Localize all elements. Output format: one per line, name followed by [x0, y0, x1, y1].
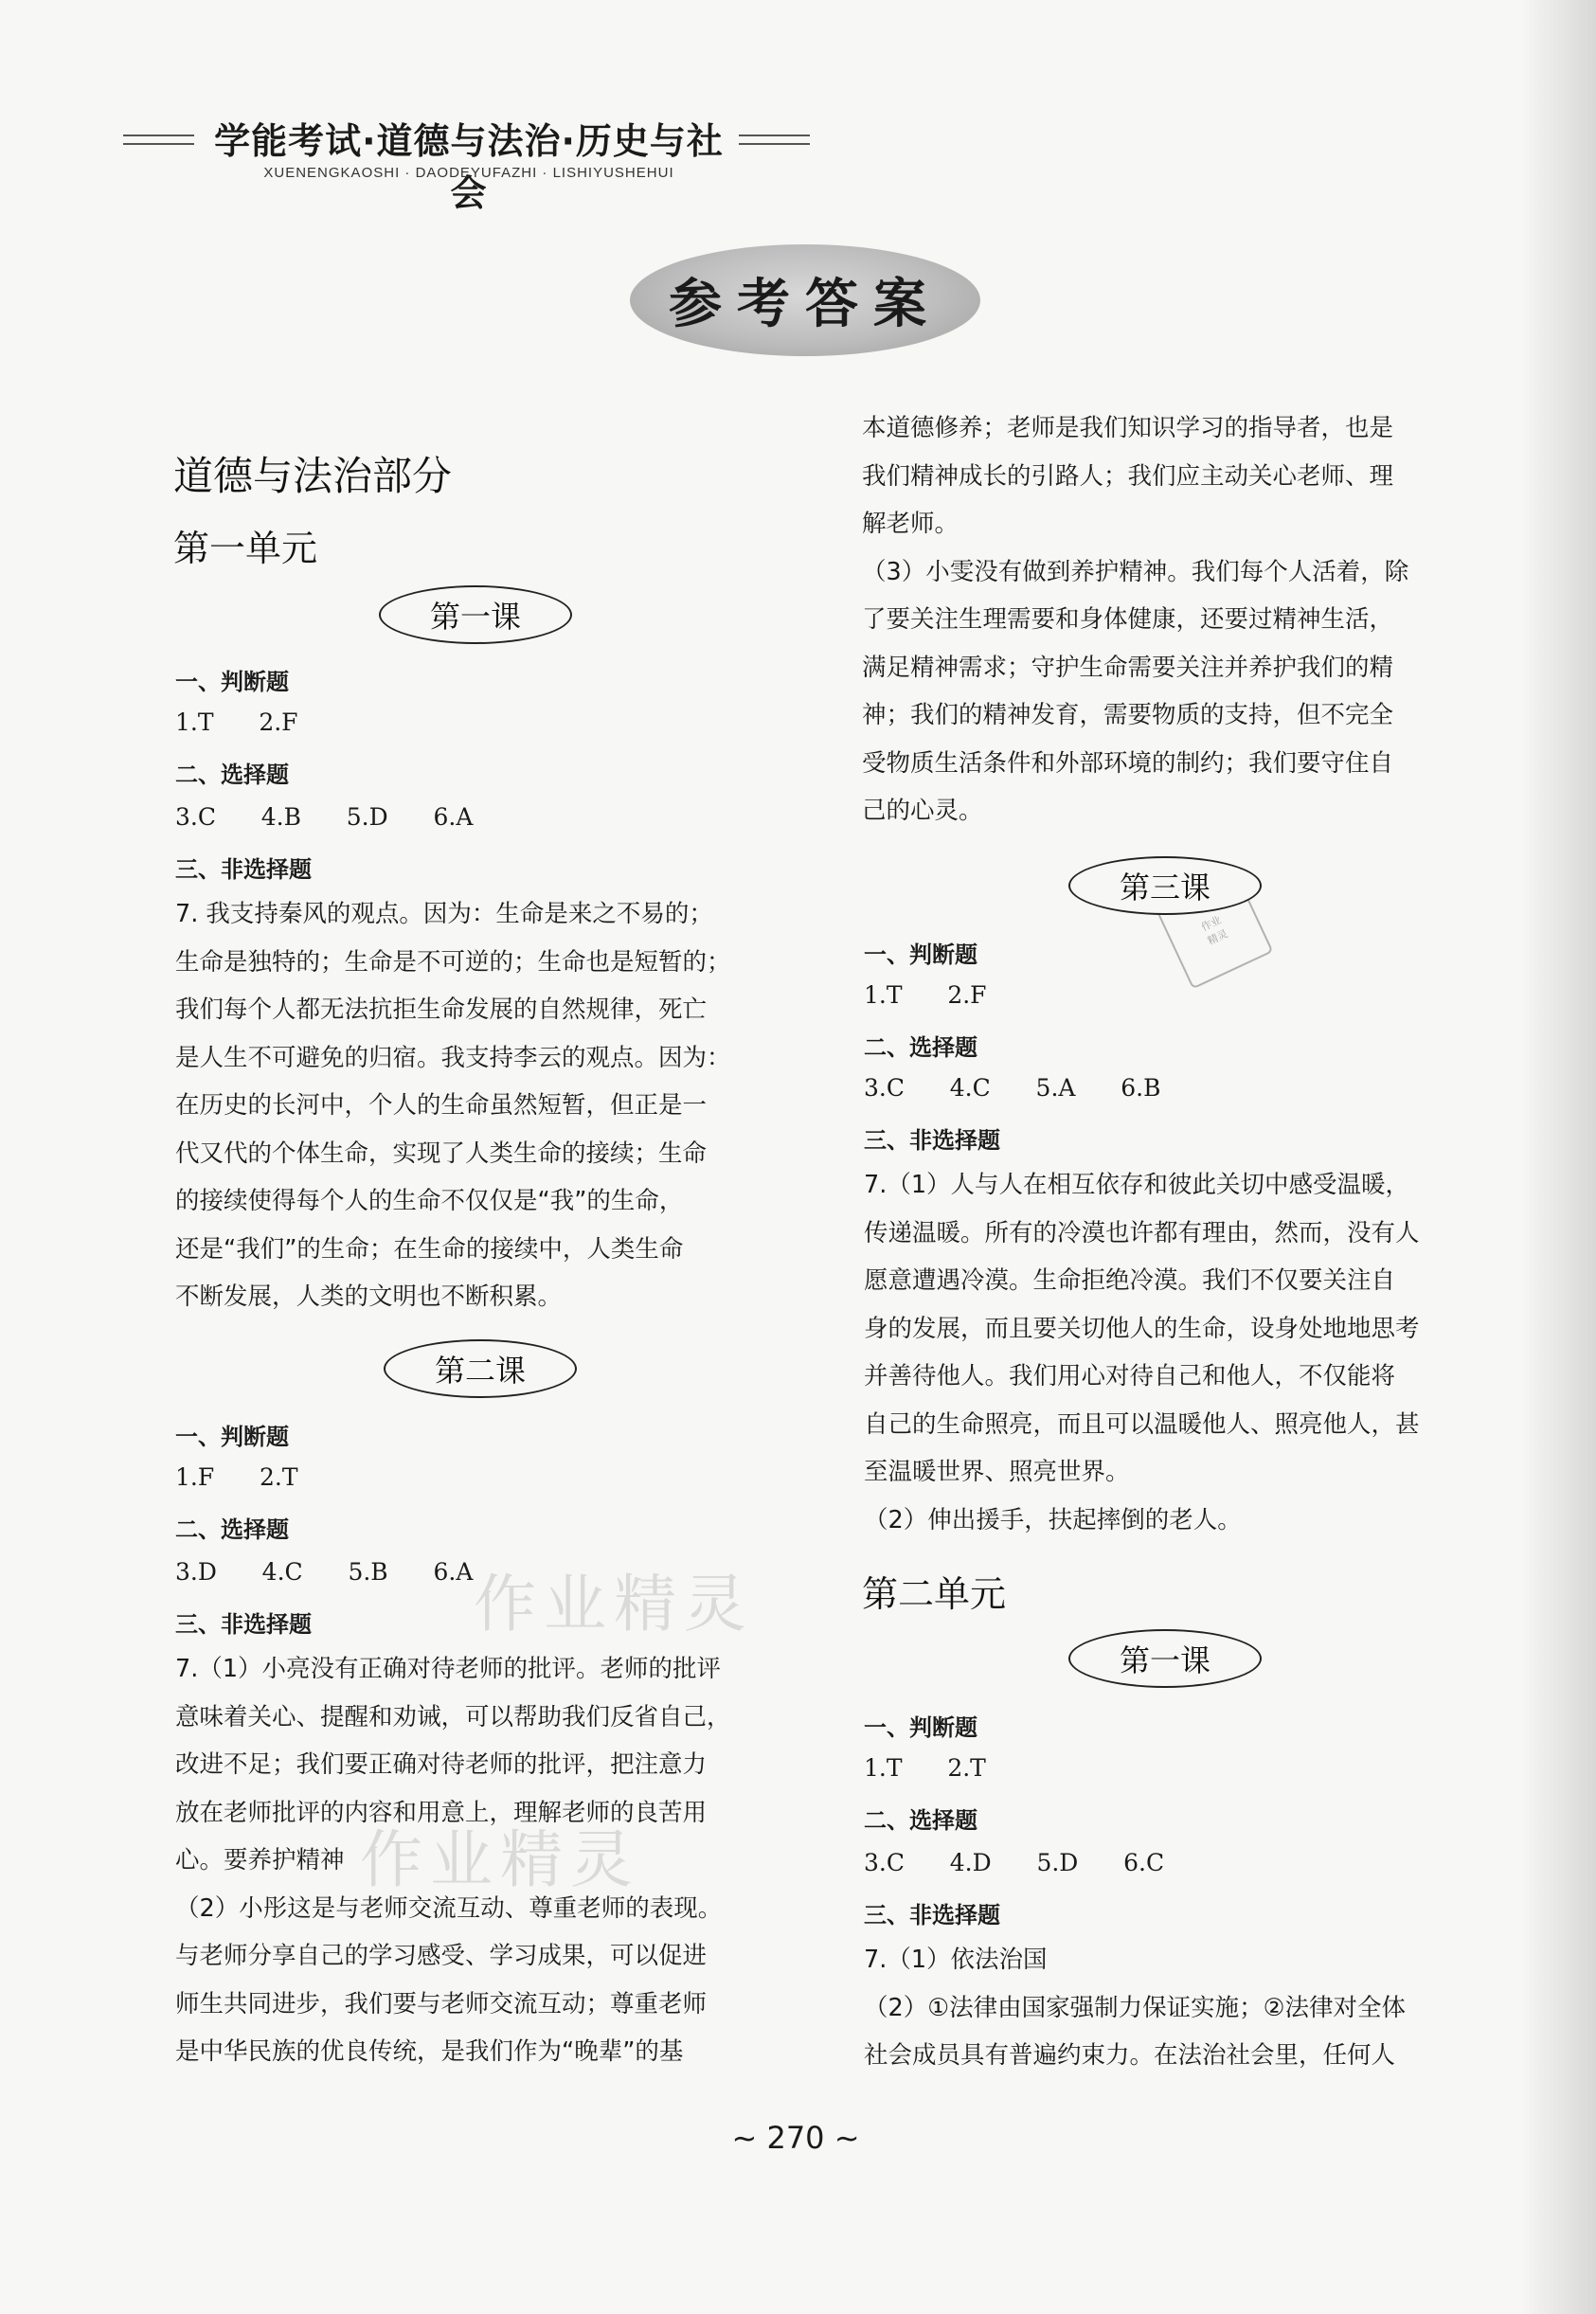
- answer-line: 3.D 4.C 5.B 6.A: [175, 1558, 474, 1586]
- question-heading: 三、非选择题: [864, 1902, 1000, 1928]
- answer-text-line: 己的心灵。: [862, 797, 983, 825]
- answer-text-line: 7.（1）小亮没有正确对待老师的批评。老师的批评: [175, 1655, 722, 1683]
- answer-text-line: （3）小雯没有做到养护精神。我们每个人活着，除: [862, 557, 1409, 586]
- answer-text-line: 满足精神需求；守护生命需要关注并养护我们的精: [862, 653, 1394, 682]
- header-title: 学能考试·道德与法治·历史与社会: [214, 120, 724, 214]
- answer-line: 3.C 4.D 5.D 6.C: [864, 1849, 1165, 1876]
- watermark: 作业精灵: [474, 1568, 754, 1641]
- answer-paragraph: [862, 404, 1478, 835]
- unit-title: 第一单元: [173, 528, 318, 569]
- lesson-badge: 第二课: [384, 1339, 577, 1398]
- answer-text-line: 神；我们的精神发育，需要物质的支持，但不完全: [862, 701, 1394, 729]
- answer-text-line: 至温暖世界、照亮世界。: [864, 1458, 1130, 1486]
- question-heading: 一、判断题: [175, 1424, 289, 1450]
- answer-line: 1.T 2.F: [864, 981, 987, 1009]
- answer-text-line: 不断发展，人类的文明也不断积累。: [175, 1283, 563, 1311]
- question-heading: 三、非选择题: [175, 856, 312, 883]
- answer-text-line: 解老师。: [862, 510, 959, 538]
- question-heading: 二、选择题: [864, 1034, 977, 1061]
- answer-line: 3.C 4.C 5.A 6.B: [864, 1074, 1161, 1102]
- answer-text-line: 代又代的个体生命，实现了人类生命的接续；生命: [175, 1139, 708, 1168]
- answer-text-line: 在历史的长河中，个人的生命虽然短暂，但正是一: [175, 1091, 708, 1120]
- answer-text-line: （2）伸出援手，扶起摔倒的老人。: [864, 1505, 1242, 1534]
- running-header: [123, 112, 815, 214]
- answer-text-line: 愿意遭遇冷漠。生命拒绝冷漠。我们不仅要关注自: [864, 1266, 1396, 1295]
- answer-text-line: 是人生不可避免的归宿。我支持李云的观点。因为：: [175, 1043, 731, 1072]
- answer-text-line: （2）小彤这是与老师交流互动、尊重老师的表现。: [175, 1893, 723, 1923]
- answer-line: 1.T 2.F: [175, 709, 298, 736]
- header-rule-left: [123, 135, 194, 145]
- answer-text-line: 7.（1）人与人在相互依存和彼此关切中感受温暖，: [864, 1171, 1410, 1199]
- lesson-badge: 第一课: [1068, 1629, 1262, 1688]
- answer-paragraph: [175, 890, 791, 1321]
- answer-text-line: 自己的生命照亮，而且可以温暖他人、照亮他人，甚: [864, 1409, 1420, 1439]
- question-heading: 一、判断题: [175, 669, 289, 695]
- question-heading: 一、判断题: [864, 942, 977, 968]
- answer-text-line: 7.（1）依法治国: [864, 1946, 1048, 1974]
- answer-line: 1.F 2.T: [175, 1463, 298, 1491]
- page-edge-shadow: [1520, 0, 1596, 2314]
- question-heading: 三、非选择题: [864, 1127, 1000, 1154]
- answer-line: 3.C 4.B 5.D 6.A: [175, 803, 474, 831]
- answer-text-line: 的接续使得每个人的生命不仅仅是“我”的生命，: [175, 1187, 684, 1215]
- answer-text-line: 了要关注生理需要和身体健康，还要过精神生活，: [862, 605, 1394, 634]
- question-heading: 二、选择题: [864, 1807, 977, 1834]
- watermark: 作业精灵: [360, 1823, 640, 1896]
- answer-text-line: 是中华民族的优良传统，是我们作为“晚辈”的基: [175, 2037, 684, 2066]
- answer-line: 1.T 2.T: [864, 1754, 986, 1782]
- page-number: ~ 270 ~: [731, 2120, 860, 2156]
- unit-title: 第二单元: [862, 1573, 1007, 1615]
- answer-text-line: 师生共同进步，我们要与老师交流互动；尊重老师: [175, 1989, 708, 2018]
- question-heading: 三、非选择题: [175, 1611, 312, 1638]
- question-heading: 一、判断题: [864, 1714, 977, 1741]
- answer-text-line: 与老师分享自己的学习感受、学习成果，可以促进: [175, 1942, 708, 1970]
- answer-paragraph: [864, 1936, 1479, 2080]
- section-title: 道德与法治部分: [173, 453, 453, 499]
- answer-text-line: 并善待他人。我们用心对待自己和他人，不仅能将: [864, 1362, 1396, 1390]
- answer-text-line: 我们精神成长的引路人；我们应主动关心老师、理: [862, 461, 1394, 491]
- watermark-stamp-icon: 作业 精灵: [1156, 871, 1274, 990]
- answer-text-line: 7. 我支持秦风的观点。因为：生命是来之不易的；: [175, 900, 713, 928]
- answer-text-line: 还是“我们”的生命；在生命的接续中，人类生命: [175, 1234, 684, 1264]
- header-rule-right: [739, 135, 810, 145]
- answer-text-line: （2）①法律由国家强制力保证实施；②法律对全体: [864, 1993, 1406, 2022]
- question-heading: 二、选择题: [175, 762, 289, 788]
- answer-text-line: 放在老师批评的内容和用意上，理解老师的良苦用: [175, 1798, 708, 1827]
- lesson-badge: 第三课: [1068, 856, 1262, 915]
- answer-text-line: 改进不足；我们要正确对待老师的批评，把注意力: [175, 1750, 708, 1779]
- answer-text-line: 生命是独特的；生命是不可逆的；生命也是短暂的；: [175, 947, 731, 977]
- question-heading: 二、选择题: [175, 1516, 289, 1543]
- answer-text-line: 本道德修养；老师是我们知识学习的指导者，也是: [862, 414, 1394, 442]
- answer-paragraph: [175, 1645, 791, 2076]
- answer-key-title: 参考答案: [669, 273, 941, 335]
- answer-text-line: 身的发展，而且要关切他人的生命，设身处地地思考: [864, 1314, 1420, 1343]
- answer-paragraph: [864, 1161, 1479, 1544]
- answer-text-line: 我们每个人都无法抗拒生命发展的自然规律，死亡: [175, 996, 708, 1024]
- answer-text-line: 受物质生活条件和外部环境的制约；我们要守住自: [862, 748, 1394, 778]
- header-pinyin: XUENENGKAOSHI · DAODEYUFAZHI · LISHIYUSHEHUI: [263, 165, 674, 181]
- answer-text-line: 社会成员具有普遍约束力。在法治社会里，任何人: [864, 2041, 1396, 2070]
- lesson-badge: 第一课: [379, 585, 572, 644]
- answer-key-banner: [630, 244, 980, 356]
- answer-text-line: 传递温暖。所有的冷漠也许都有理由，然而，没有人: [864, 1218, 1420, 1247]
- answer-text-line: 心。要养护精神: [175, 1846, 345, 1875]
- answer-text-line: 意味着关心、提醒和劝诫，可以帮助我们反省自己，: [175, 1702, 731, 1731]
